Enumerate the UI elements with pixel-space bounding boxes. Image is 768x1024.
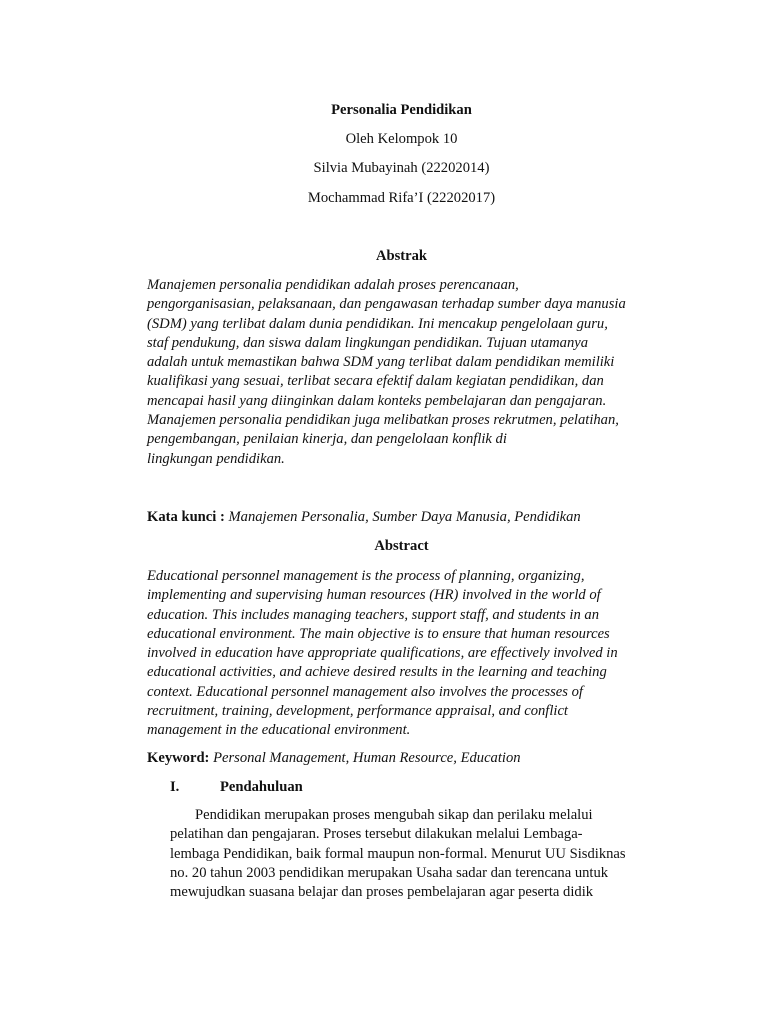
kata-kunci-label: Kata kunci : xyxy=(147,509,225,525)
abstract-line: educational environment. The main objective is to ensure that human resources xyxy=(147,625,610,642)
abstrak-line: Manajemen personalia pendidikan adalah proses perencanaan, xyxy=(147,277,519,293)
group-name: Oleh Kelompok 10 xyxy=(345,131,458,147)
abstract-line: education. This includes managing teachers, support staff, and students in an xyxy=(147,606,599,623)
abstrak-line: pengembangan, penilaian kinerja, dan pengelolaan konflik di xyxy=(147,431,507,448)
abstrak-line: (SDM) yang terlibat dalam dunia pendidikan. Ini mencakup pengelolaan guru, xyxy=(147,315,608,332)
abstrak-line: lingkungan pendidikan. xyxy=(147,450,285,467)
section-line: lembaga Pendidikan, baik formal maupun non-formal. Menurut UU Sisdiknas xyxy=(170,845,626,862)
section-line: mewujudkan suasana belajar dan proses pembelajaran agar peserta didik xyxy=(170,884,594,901)
kata-kunci-value: Manajemen Personalia, Sumber Daya Manusia, Pendidikan xyxy=(224,509,581,525)
abstrak-line: Manajemen personalia pendidikan juga melibatkan proses rekrutmen, pelatihan, xyxy=(147,412,619,429)
kata-kunci xyxy=(147,508,667,527)
author-2: Mochammad Rifa’I (22202017) xyxy=(307,190,496,206)
abstrak-heading: Abstrak xyxy=(375,248,428,264)
abstract-line: involved in education have appropriate qualifications, are effectively involved in xyxy=(147,645,618,662)
section-line: no. 20 tahun 2003 pendidikan merupakan Usaha sadar dan terencana untuk xyxy=(170,864,609,881)
abstrak-line: adalah untuk memastikan bahwa SDM yang terlibat dalam pendidikan memiliki xyxy=(147,354,615,371)
section-line: pelatihan dan pengajaran. Proses tersebut dilakukan melalui Lembaga- xyxy=(170,826,583,843)
abstrak-line: staf pendukung, dan siswa dalam lingkungan pendidikan. Tujuan utamanya xyxy=(147,334,589,351)
paper-title: Personalia Pendidikan xyxy=(331,102,472,118)
abstract-line: implementing and supervising human resources (HR) involved in the world of xyxy=(147,587,601,604)
abstrak-line: kualifikasi yang sesuai, terlibat secara efektif dalam kegiatan pendidikan, dan xyxy=(147,373,604,390)
abstract-heading: Abstract xyxy=(374,538,429,554)
keyword-value: Personal Management, Human Resource, Education xyxy=(209,750,521,766)
abstract-line: recruitment, training, development, performance appraisal, and conflict xyxy=(147,703,568,720)
abstract-line: Educational personnel management is the process of planning, organizing, xyxy=(147,568,585,584)
abstract-line: educational activities, and achieve desired results in the learning and teaching xyxy=(147,664,607,681)
abstract-line: context. Educational personnel management also involves the processes of xyxy=(147,683,583,700)
abstrak-line: pengorganisasian, pelaksanaan, dan pengawasan terhadap sumber daya manusia xyxy=(147,296,626,313)
keyword xyxy=(147,749,667,768)
abstrak-line: mencapai hasil yang diinginkan dalam konteks pembelajaran dan pengajaran. xyxy=(147,392,607,409)
section-number: I. xyxy=(170,779,180,795)
abstrak-paragraph xyxy=(147,276,667,469)
keyword-label: Keyword: xyxy=(147,750,210,766)
section-heading xyxy=(170,778,303,797)
section-line: Pendidikan merupakan proses mengubah sikap dan perilaku melalui xyxy=(195,807,593,823)
section-paragraph xyxy=(170,806,670,902)
author-1: Silvia Mubayinah (22202014) xyxy=(313,160,490,176)
abstract-paragraph xyxy=(147,567,667,741)
section-title: Pendahuluan xyxy=(220,779,303,795)
abstract-line: management in the educational environment. xyxy=(147,722,411,739)
